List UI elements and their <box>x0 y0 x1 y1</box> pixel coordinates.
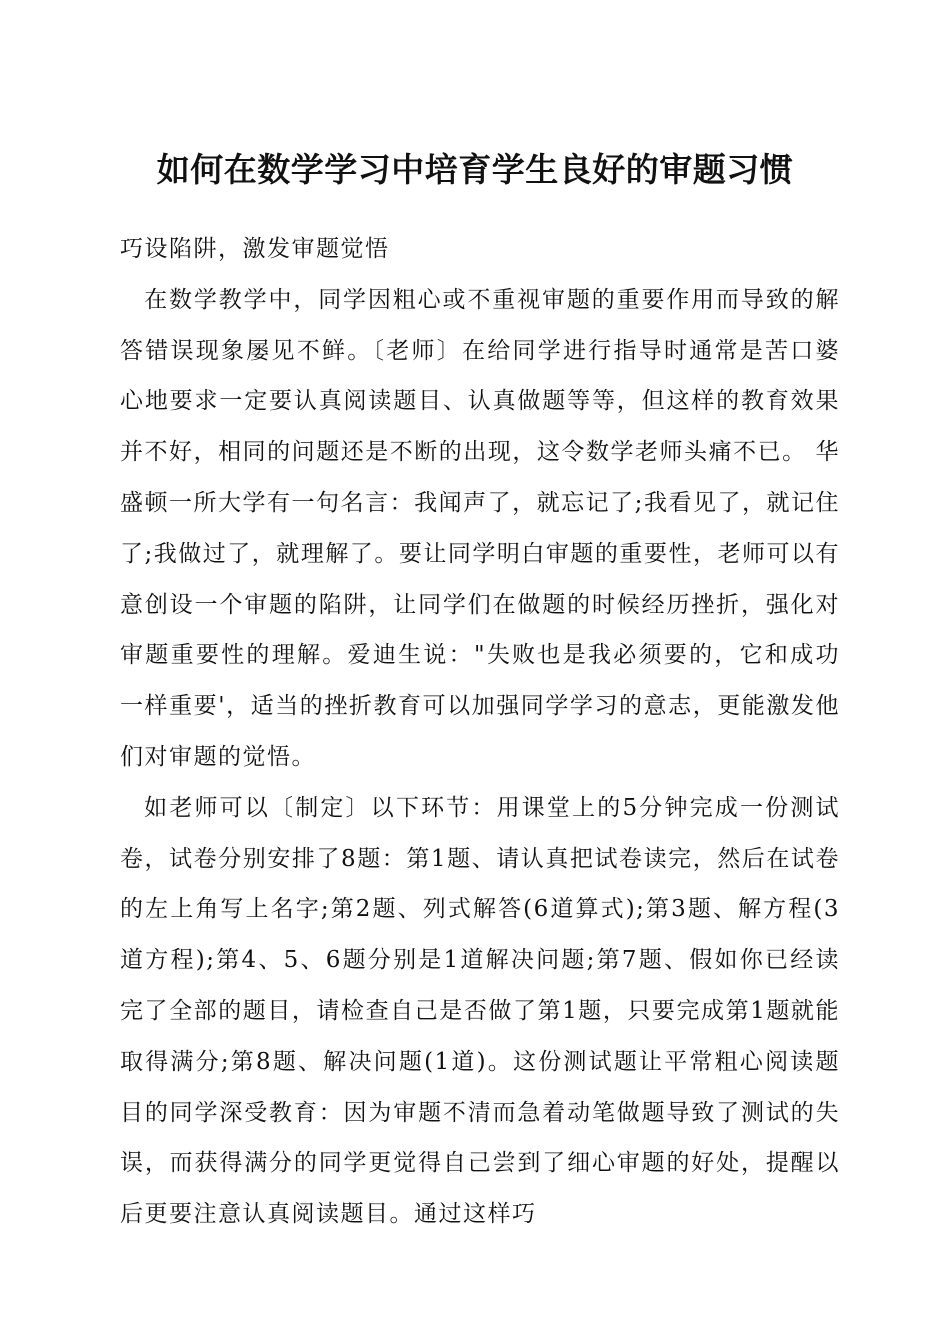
body-paragraph: 如老师可以〔制定〕以下环节：用课堂上的5分钟完成一份测试卷，试卷分别安排了8题：第1题、请认真把试卷读完，然后在试卷的左上角写上名字;第2题、列式解答(6道算式);第3题、解方程(3道方程);第4、5、6题分别是1道解决问题;第7题、假如你已经读完了全部的题目，请检查自己是否做了第1题，只要完成第1题就能取得满分;第8题、解决问题(1道)。这份测试题让平常粗心阅读题目的同学深受教育：因为审题不清而急着动笔做题导致了测试的失误，而获得满分的同学更觉得自己尝到了细心审题的好处，提醒以后更要注意认真阅读题目。通过这样巧 <box>120 794 840 1228</box>
body-paragraph: 在数学教学中，同学因粗心或不重视审题的重要作用而导致的解答错误现象屡见不鲜。〔老师〕在给同学进行指导时通常是苦口婆心地要求一定要认真阅读题目、认真做题等等，但这样的教育效果并不好，相同的问题还是不断的出现，这令数学老师头痛不已。 华盛顿一所大学有一句名言：我闻声了，就忘记了;我看见了，就记住了;我做过了，就理解了。要让同学明白审题的重要性，老师可以有意创设一个审题的陷阱，让同学们在做题的时候经历挫折，强化对审题重要性的理解。爱迪生说："失败也是我必须要的，它和成功一样重要'，适当的挫折教育可以加强同学学习的意志，更能激发他们对审题的觉悟。 <box>120 286 840 770</box>
document-body <box>120 224 840 1240</box>
section-subheading: 巧设陷阱，激发审题觉悟 <box>120 236 390 262</box>
document-title: 如何在数学学习中培育学生良好的审题习惯 <box>156 150 794 189</box>
